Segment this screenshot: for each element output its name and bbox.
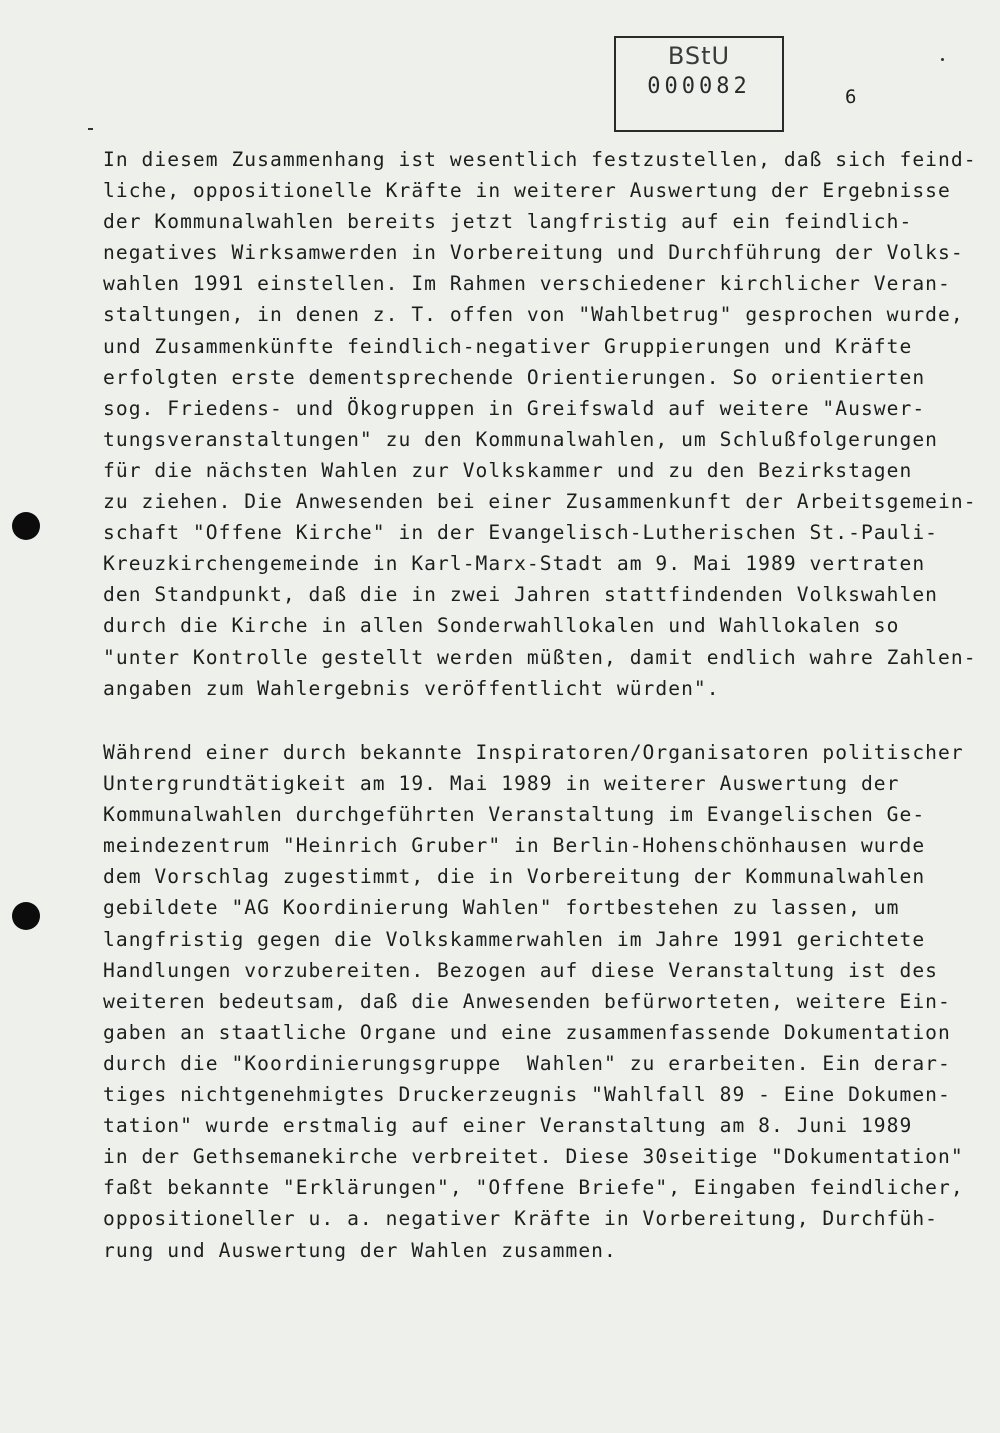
text-line: zu ziehen. Die Anwesenden bei einer Zusammenkunft der Arbeitsgemein- (103, 490, 977, 514)
body-paragraph-1 (103, 144, 977, 704)
text-line: weiteren bedeutsam, daß die Anwesenden befürworteten, weitere Ein- (103, 989, 951, 1013)
stamp-label: BStU (667, 42, 731, 70)
text-line: für die nächsten Wahlen zur Volkskammer und zu den Bezirkstagen (103, 458, 913, 482)
text-line: schaft "Offene Kirche" in der Evangelisch-Lutherischen St.-Pauli- (103, 521, 939, 545)
text-line: Kreuzkirchengemeinde in Karl-Marx-Stadt am 9. Mai 1989 vertraten (103, 552, 926, 576)
text-line: rung und Auswertung der Wahlen zusammen. (103, 1238, 617, 1262)
archive-stamp (614, 36, 784, 132)
text-line: Während einer durch bekannte Inspiratoren/Organisatoren politischer (103, 741, 964, 764)
text-line: tungsveranstaltungen" zu den Kommunalwahlen, um Schlußfolgerungen (103, 427, 939, 451)
text-line: durch die "Koordinierungsgruppe Wahlen" zu erarbeiten. Ein derar- (103, 1051, 951, 1075)
page-number: 6 (845, 86, 857, 108)
stamp-number: 000082 (647, 74, 751, 99)
text-line: faßt bekannte "Erklärungen", "Offene Briefe", Eingaben feindlicher, (103, 1176, 964, 1200)
text-line: langfristig gegen die Volkskammerwahlen im Jahre 1991 gerichtete (103, 927, 926, 951)
text-line: oppositioneller u. a. negativer Kräfte in Vorbereitung, Durchfüh- (103, 1207, 939, 1231)
text-line: meindezentrum "Heinrich Gruber" in Berlin-Hohenschönhausen wurde (103, 834, 926, 858)
punch-hole (12, 512, 40, 540)
text-line: durch die Kirche in allen Sonderwahllokalen und Wahllokalen so (103, 614, 900, 638)
margin-speck (941, 58, 944, 61)
text-line: In diesem Zusammenhang ist wesentlich festzustellen, daß sich feind- (103, 148, 977, 171)
text-line: negatives Wirksamwerden in Vorbereitung und Durchführung der Volks- (103, 241, 964, 265)
text-line: staltungen, in denen z. T. offen von "Wahlbetrug" gesprochen wurde, (103, 303, 964, 327)
text-line: und Zusammenkünfte feindlich-negativer Gruppierungen und Kräfte (103, 334, 913, 358)
text-line: wahlen 1991 einstellen. Im Rahmen verschiedener kirchlicher Veran- (103, 272, 951, 296)
text-line: dem Vorschlag zugestimmt, die in Vorbereitung der Kommunalwahlen (103, 865, 926, 889)
body-paragraph-2 (103, 737, 973, 1266)
text-line: Kommunalwahlen durchgeführten Veranstaltung im Evangelischen Ge- (103, 803, 926, 827)
text-line: der Kommunalwahlen bereits jetzt langfristig auf ein feindlich- (103, 210, 913, 234)
text-line: den Standpunkt, daß die in zwei Jahren stattfindenden Volkswahlen (103, 583, 939, 607)
text-line: liche, oppositionelle Kräfte in weiterer Auswertung der Ergebnisse (103, 179, 951, 203)
text-line: in der Gethsemanekirche verbreitet. Diese 30seitige "Dokumentation" (103, 1145, 964, 1169)
text-line: gaben an staatliche Organe und eine zusammenfassende Dokumentation (103, 1020, 951, 1044)
margin-speck (88, 128, 93, 130)
text-line: tation" wurde erstmalig auf einer Veranstaltung am 8. Juni 1989 (103, 1114, 913, 1138)
text-line: "unter Kontrolle gestellt werden müßten, damit endlich wahre Zahlen- (103, 645, 977, 669)
text-line: angaben zum Wahlergebnis veröffentlicht würden". (103, 676, 720, 700)
text-line: Handlungen vorzubereiten. Bezogen auf diese Veranstaltung ist des (103, 958, 939, 982)
punch-hole (12, 902, 40, 930)
text-line: tiges nichtgenehmigtes Druckerzeugnis "Wahlfall 89 - Eine Dokumen- (103, 1083, 951, 1107)
text-line: gebildete "AG Koordinierung Wahlen" fortbestehen zu lassen, um (103, 896, 900, 920)
text-line: erfolgten erste dementsprechende Orientierungen. So orientierten (103, 365, 926, 389)
text-line: sog. Friedens- und Ökogruppen in Greifswald auf weitere "Auswer- (103, 396, 926, 420)
text-line: Untergrundtätigkeit am 19. Mai 1989 in weiterer Auswertung der (103, 772, 900, 796)
